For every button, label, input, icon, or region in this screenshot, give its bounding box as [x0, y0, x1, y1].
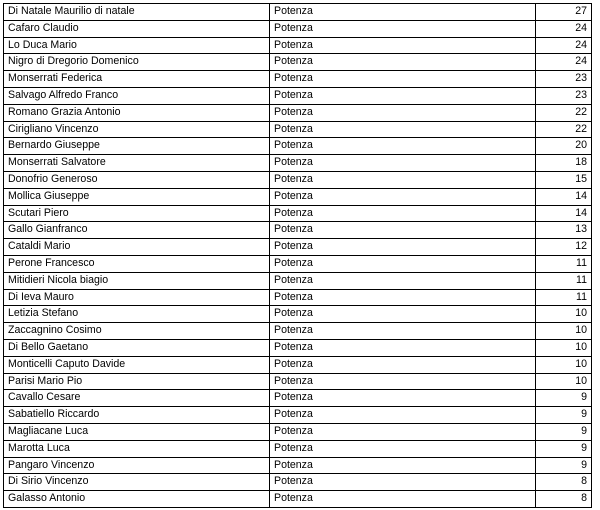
table-row: [4, 239, 592, 256]
cell-city[interactable]: Potenza: [270, 4, 536, 21]
cell-city[interactable]: Potenza: [270, 323, 536, 340]
cell-name[interactable]: Monserrati Salvatore: [4, 155, 270, 172]
cell-city[interactable]: Potenza: [270, 20, 536, 37]
table-row: [4, 407, 592, 424]
cell-score[interactable]: 9: [536, 457, 592, 474]
cell-score[interactable]: 18: [536, 155, 592, 172]
cell-name[interactable]: Letizia Stefano: [4, 306, 270, 323]
cell-name[interactable]: Cafaro Claudio: [4, 20, 270, 37]
cell-city[interactable]: Potenza: [270, 71, 536, 88]
cell-score[interactable]: 10: [536, 339, 592, 356]
cell-score[interactable]: 24: [536, 37, 592, 54]
cell-name[interactable]: Perone Francesco: [4, 255, 270, 272]
cell-name[interactable]: Monserrati Federica: [4, 71, 270, 88]
cell-name[interactable]: Salvago Alfredo Franco: [4, 87, 270, 104]
cell-city[interactable]: Potenza: [270, 457, 536, 474]
ranking-table: [3, 3, 592, 508]
cell-name[interactable]: Bernardo Giuseppe: [4, 138, 270, 155]
cell-city[interactable]: Potenza: [270, 474, 536, 491]
cell-score[interactable]: 10: [536, 373, 592, 390]
cell-city[interactable]: Potenza: [270, 390, 536, 407]
cell-score[interactable]: 9: [536, 440, 592, 457]
cell-city[interactable]: Potenza: [270, 423, 536, 440]
cell-city[interactable]: Potenza: [270, 87, 536, 104]
cell-name[interactable]: Zaccagnino Cosimo: [4, 323, 270, 340]
cell-name[interactable]: Donofrio Generoso: [4, 171, 270, 188]
cell-score[interactable]: 8: [536, 474, 592, 491]
cell-name[interactable]: Lo Duca Mario: [4, 37, 270, 54]
cell-name[interactable]: Magliacane Luca: [4, 423, 270, 440]
cell-city[interactable]: Potenza: [270, 356, 536, 373]
cell-score[interactable]: 15: [536, 171, 592, 188]
table-row: [4, 306, 592, 323]
cell-score[interactable]: 11: [536, 289, 592, 306]
cell-city[interactable]: Potenza: [270, 306, 536, 323]
table-row: [4, 138, 592, 155]
cell-name[interactable]: Di Ieva Mauro: [4, 289, 270, 306]
cell-city[interactable]: Potenza: [270, 155, 536, 172]
cell-score[interactable]: 10: [536, 323, 592, 340]
table-row: [4, 356, 592, 373]
cell-city[interactable]: Potenza: [270, 205, 536, 222]
table-row: [4, 37, 592, 54]
cell-score[interactable]: 12: [536, 239, 592, 256]
cell-city[interactable]: Potenza: [270, 373, 536, 390]
cell-city[interactable]: Potenza: [270, 37, 536, 54]
table-row: [4, 440, 592, 457]
cell-score[interactable]: 22: [536, 104, 592, 121]
table-row: [4, 87, 592, 104]
table-row: [4, 423, 592, 440]
cell-score[interactable]: 24: [536, 54, 592, 71]
cell-city[interactable]: Potenza: [270, 54, 536, 71]
cell-score[interactable]: 10: [536, 306, 592, 323]
cell-name[interactable]: Monticelli Caputo Davide: [4, 356, 270, 373]
cell-name[interactable]: Cataldi Mario: [4, 239, 270, 256]
cell-name[interactable]: Di Sirio Vincenzo: [4, 474, 270, 491]
cell-city[interactable]: Potenza: [270, 407, 536, 424]
cell-score[interactable]: 23: [536, 71, 592, 88]
table-body: [4, 4, 592, 508]
cell-name[interactable]: Nigro di Dregorio Domenico: [4, 54, 270, 71]
table-row: [4, 323, 592, 340]
cell-name[interactable]: Mitidieri Nicola biagio: [4, 272, 270, 289]
cell-city[interactable]: Potenza: [270, 491, 536, 508]
cell-score[interactable]: 9: [536, 390, 592, 407]
cell-score[interactable]: 27: [536, 4, 592, 21]
table-row: [4, 71, 592, 88]
cell-city[interactable]: Potenza: [270, 138, 536, 155]
spreadsheet-sheet: [3, 3, 592, 508]
table-row: [4, 289, 592, 306]
cell-score[interactable]: 14: [536, 205, 592, 222]
cell-name[interactable]: Galasso Antonio: [4, 491, 270, 508]
cell-score[interactable]: 24: [536, 20, 592, 37]
table-row: [4, 171, 592, 188]
cell-score[interactable]: 23: [536, 87, 592, 104]
table-row: [4, 20, 592, 37]
table-row: [4, 222, 592, 239]
table-row: [4, 104, 592, 121]
cell-city[interactable]: Potenza: [270, 440, 536, 457]
table-row: [4, 272, 592, 289]
cell-name[interactable]: Gallo Gianfranco: [4, 222, 270, 239]
cell-city[interactable]: Potenza: [270, 255, 536, 272]
cell-name[interactable]: Sabatiello Riccardo: [4, 407, 270, 424]
cell-score[interactable]: 22: [536, 121, 592, 138]
cell-name[interactable]: Marotta Luca: [4, 440, 270, 457]
table-row: [4, 339, 592, 356]
table-row: [4, 390, 592, 407]
cell-score[interactable]: 13: [536, 222, 592, 239]
cell-name[interactable]: Parisi Mario Pio: [4, 373, 270, 390]
cell-city[interactable]: Potenza: [270, 121, 536, 138]
table-row: [4, 491, 592, 508]
cell-score[interactable]: 11: [536, 255, 592, 272]
table-row: [4, 4, 592, 21]
table-row: [4, 474, 592, 491]
cell-name[interactable]: Mollica Giuseppe: [4, 188, 270, 205]
cell-city[interactable]: Potenza: [270, 222, 536, 239]
cell-score[interactable]: 9: [536, 407, 592, 424]
cell-name[interactable]: Cavallo Cesare: [4, 390, 270, 407]
cell-city[interactable]: Potenza: [270, 171, 536, 188]
table-row: [4, 457, 592, 474]
cell-city[interactable]: Potenza: [270, 339, 536, 356]
cell-name[interactable]: Di Bello Gaetano: [4, 339, 270, 356]
table-row: [4, 255, 592, 272]
cell-score[interactable]: 11: [536, 272, 592, 289]
cell-city[interactable]: Potenza: [270, 272, 536, 289]
table-row: [4, 205, 592, 222]
cell-score[interactable]: 20: [536, 138, 592, 155]
cell-score[interactable]: 10: [536, 356, 592, 373]
cell-score[interactable]: 8: [536, 491, 592, 508]
cell-name[interactable]: Romano Grazia Antonio: [4, 104, 270, 121]
cell-city[interactable]: Potenza: [270, 188, 536, 205]
cell-city[interactable]: Potenza: [270, 104, 536, 121]
table-row: [4, 121, 592, 138]
table-row: [4, 155, 592, 172]
cell-name[interactable]: Pangaro Vincenzo: [4, 457, 270, 474]
cell-city[interactable]: Potenza: [270, 239, 536, 256]
cell-score[interactable]: 14: [536, 188, 592, 205]
cell-score[interactable]: 9: [536, 423, 592, 440]
table-row: [4, 54, 592, 71]
cell-name[interactable]: Cirigliano Vincenzo: [4, 121, 270, 138]
table-row: [4, 188, 592, 205]
cell-name[interactable]: Di Natale Maurilio di natale: [4, 4, 270, 21]
cell-name[interactable]: Scutari Piero: [4, 205, 270, 222]
cell-city[interactable]: Potenza: [270, 289, 536, 306]
table-row: [4, 373, 592, 390]
